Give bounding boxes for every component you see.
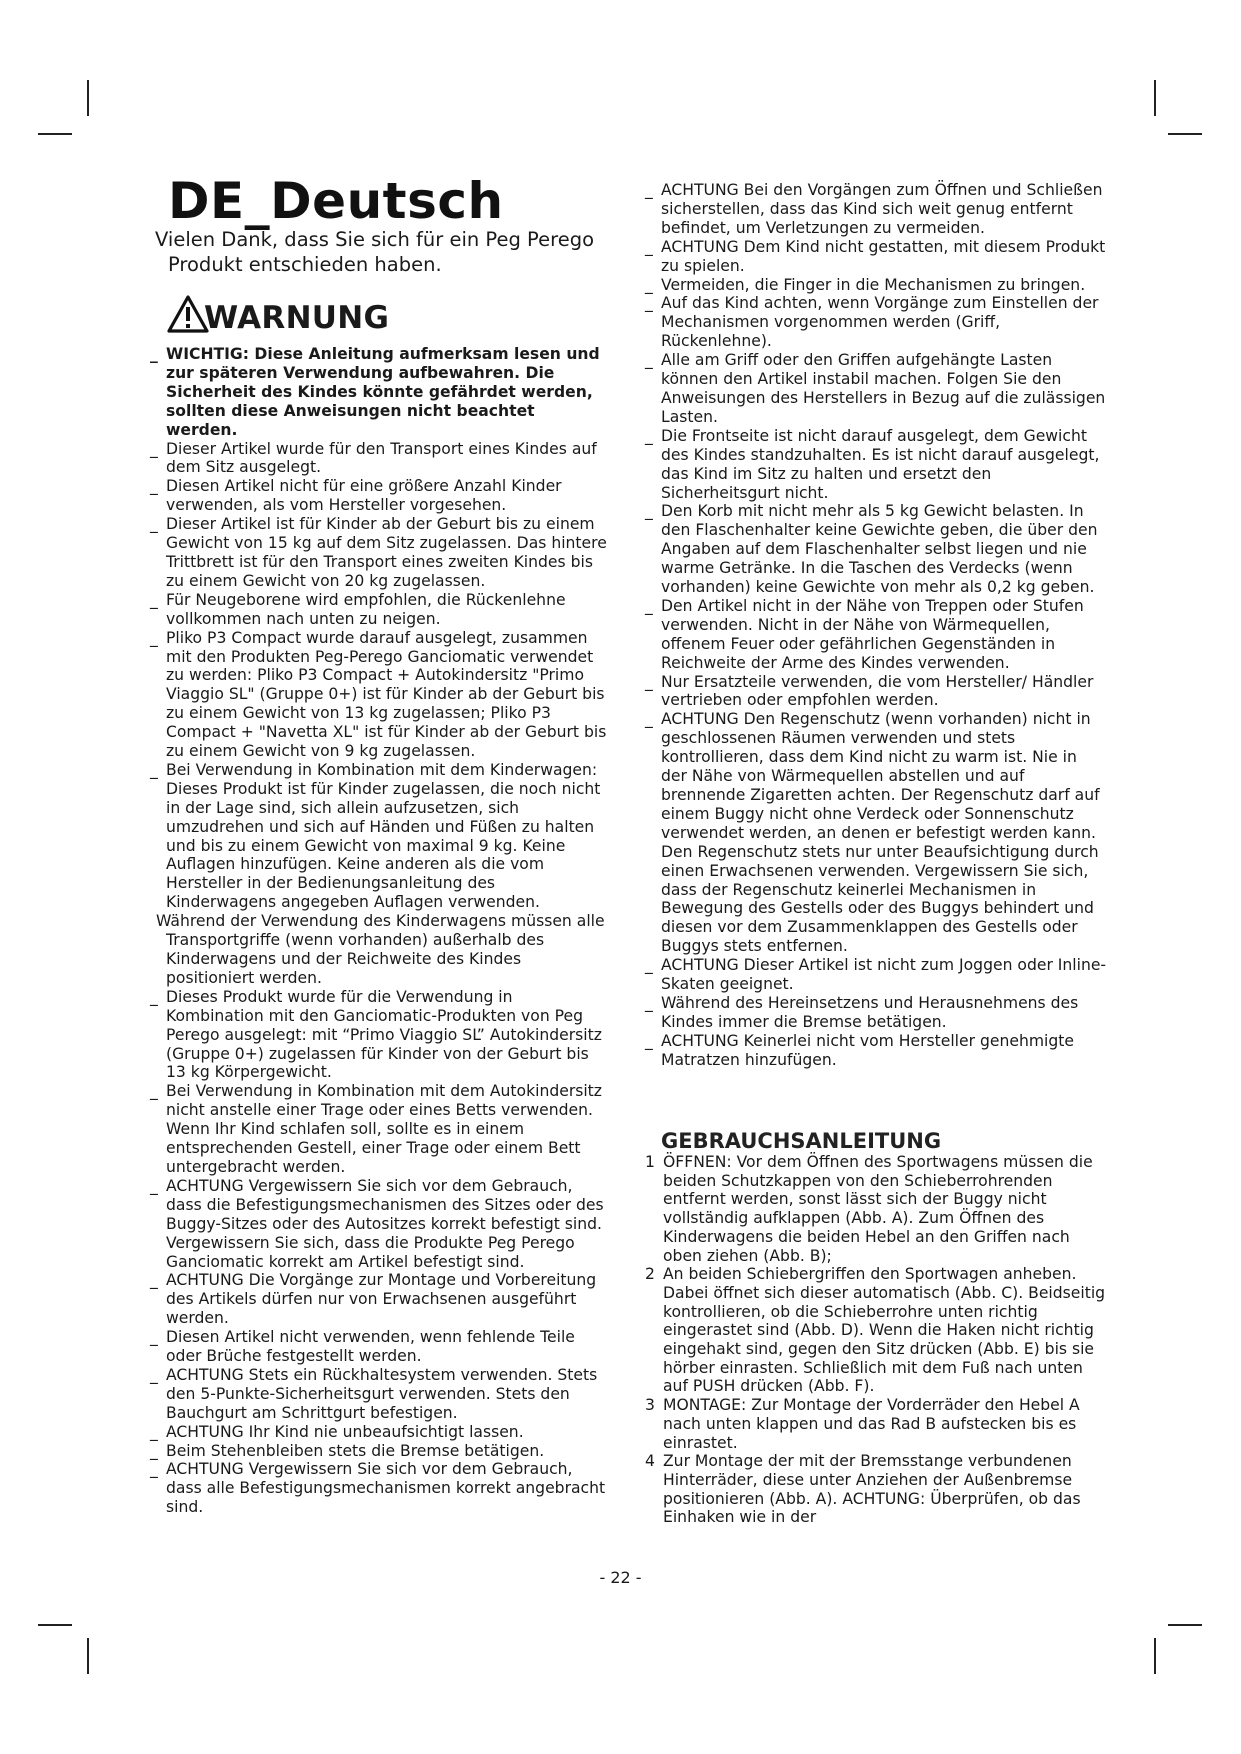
list-item: _ ACHTUNG Ihr Kind nie unbeaufsichtigt lassen. bbox=[150, 1423, 608, 1442]
list-item: _ Beim Stehenbleiben stets die Bremse betätigen. bbox=[150, 1442, 608, 1461]
intro-text: Vielen Dank, dass Sie sich für ein Peg Perego Produkt entschieden haben. bbox=[155, 228, 595, 276]
list-item: _ ACHTUNG Dieser Artikel ist nicht zum Joggen oder Inline-Skaten geeignet. bbox=[645, 956, 1107, 994]
crop-mark-top-right-h bbox=[1168, 133, 1202, 135]
list-item: _ Dieses Produkt wurde für die Verwendung in Kombination mit den Ganciomatic-Produkten von Peg Perego ausgelegt: mit “Primo Viaggio SL” Autokindersitz (Gruppe 0+) zugelassen für Kinder von der Geburt bis 13 kg Körpergewicht. bbox=[150, 988, 608, 1083]
crop-mark-top-left-v bbox=[87, 80, 89, 116]
step-item bbox=[645, 1265, 1107, 1396]
list-item: _ ACHTUNG Die Vorgänge zur Montage und Vorbereitung des Artikels dürfen nur von Erwachsenen ausgeführt werden. bbox=[150, 1271, 608, 1328]
instruction-steps bbox=[645, 1153, 1107, 1527]
list-item: _ Vermeiden, die Finger in die Mechanismen zu bringen. bbox=[645, 276, 1107, 295]
step-text: An beiden Schiebergriffen den Sportwagen anheben. Dabei öffnet sich dieser automatisch (Abb. C). Beidseitig kontrollieren, ob die Schieberrohre unten richtig eingerastet sind (Abb. D). Wenn die Haken nicht richtig eingehakt sind, gegen den Sitz drücken (Abb. E) bis sie hörber einrasten. Schließlich mit dem Fuß nach unten auf PUSH drücken (Abb. F). bbox=[663, 1265, 1106, 1396]
list-item: Während der Verwendung des Kinderwagens müssen alle Transportgriffe (wenn vorhanden) außerhalb des Kinderwagens und der Reichweite des Kindes positioniert werden. bbox=[156, 912, 605, 987]
list-item: _ Für Neugeborene wird empfohlen, die Rückenlehne vollkommen nach unten zu neigen. bbox=[150, 591, 608, 629]
list-item: _ ACHTUNG Dem Kind nicht gestatten, mit diesem Produkt zu spielen. bbox=[645, 238, 1107, 276]
list-item: _ Dieser Artikel wurde für den Transport eines Kindes auf dem Sitz ausgelegt. bbox=[150, 440, 608, 478]
warning-list-continued bbox=[645, 181, 1107, 1070]
step-number: 1 bbox=[645, 1153, 655, 1171]
crop-mark-bottom-right-v bbox=[1154, 1638, 1156, 1674]
warning-heading: WARNUNG bbox=[204, 300, 390, 336]
crop-mark-bottom-left-v bbox=[87, 1638, 89, 1674]
step-number: 4 bbox=[645, 1452, 655, 1471]
list-item: _ Den Korb mit nicht mehr als 5 kg Gewicht belasten. In den Flaschenhalter keine Gewichte geben, die über den Angaben auf dem Flaschenhalter selbst liegen und nie warme Getränke. In die Taschen des Verdecks (wenn vorhanden) keine Gewichte von mehr als 0,2 kg geben. bbox=[645, 502, 1107, 597]
list-item: _ ACHTUNG Vergewissern Sie sich vor dem Gebrauch, dass alle Befestigungsmechanismen korrekt angebracht sind. bbox=[150, 1460, 608, 1517]
list-item: _ Nur Ersatzteile verwenden, die vom Hersteller/ Händler vertrieben oder empfohlen werden. bbox=[645, 673, 1107, 711]
list-item: _ ACHTUNG Vergewissern Sie sich vor dem Gebrauch, dass die Befestigungsmechanismen des Sitzes oder des Buggy-Sitzes oder des Autositzes korrekt befestigt sind. Vergewissern Sie sich, dass die Produkte Peg Perego Ganciomatic korrekt am Artikel befestigt sind. bbox=[150, 1177, 608, 1272]
list-item: _ Die Frontseite ist nicht darauf ausgelegt, dem Gewicht des Kindes standzuhalten. Es ist nicht darauf ausgelegt, das Kind im Sitz zu halten und ersetzt den Sicherheitsgurt nicht. bbox=[645, 427, 1107, 503]
step-item bbox=[645, 1452, 1107, 1527]
list-item: _ Diesen Artikel nicht für eine größere Anzahl Kinder verwenden, als vom Hersteller vorgesehen. bbox=[150, 477, 608, 515]
list-item: _ Dieser Artikel ist für Kinder ab der Geburt bis zu einem Gewicht von 15 kg auf dem Sitz zugelassen. Das hintere Trittbrett ist für den Transport eines zweiten Kindes bis zu einem Gewicht von 20 kg zugelassen. bbox=[150, 515, 608, 591]
warning-header bbox=[166, 294, 389, 334]
list-item: _ ACHTUNG Keinerlei nicht vom Hersteller genehmigte Matratzen hinzufügen. bbox=[645, 1032, 1107, 1070]
page-title: DE_Deutsch bbox=[168, 172, 504, 230]
step-item bbox=[645, 1396, 1107, 1452]
list-item: _ ACHTUNG Bei den Vorgängen zum Öffnen und Schließen sicherstellen, dass das Kind sich weit genug entfernt befindet, um Verletzungen zu vermeiden. bbox=[645, 181, 1107, 238]
step-item bbox=[645, 1153, 1107, 1265]
warning-list bbox=[150, 345, 608, 1517]
page-number: - 22 - bbox=[599, 1568, 642, 1587]
list-item: _ Alle am Griff oder den Griffen aufgehängte Lasten können den Artikel instabil machen. Folgen Sie den Anweisungen des Herstellers in Bezug auf die zulässigen Lasten. bbox=[645, 351, 1107, 427]
step-text: MONTAGE: Zur Montage der Vorderräder den Hebel A nach unten klappen und das Rad B aufstecken bis es einrastet. bbox=[663, 1396, 1080, 1452]
list-item: _ ACHTUNG Den Regenschutz (wenn vorhanden) nicht in geschlossenen Räumen verwenden und stets kontrollieren, dass dem Kind nicht zu warm ist. Nie in der Nähe von Wärmequellen abstellen und auf brennende Zigaretten achten. Der Regenschutz darf auf einem Buggy nicht ohne Verdeck oder Sonnenschutz verwendet werden, an denen er befestigt werden kann. Den Regenschutz stets nur unter Beaufsichtigung durch einen Erwachsenen verwenden. Vergewissern Sie sich, dass der Regenschutz keinerlei Mechanismen in Bewegung des Gestells oder des Buggys behindert und diesen vor dem Zusammenklappen des Gestells oder Buggys stets entfernen. bbox=[645, 710, 1107, 956]
list-item: Wenn Ihr Kind schlafen soll, sollte es in einem entsprechenden Gestell, einer Trage oder einem Bett untergebracht werden. bbox=[166, 1120, 581, 1176]
list-item: _ WICHTIG: Diese Anleitung aufmerksam lesen und zur späteren Verwendung aufbewahren. Die Sicherheit des Kindes könnte gefährdet werden, sollten diese Anweisungen nicht beachtet werden. bbox=[150, 345, 608, 440]
crop-mark-top-left-h bbox=[38, 133, 72, 135]
list-item: _ Auf das Kind achten, wenn Vorgänge zum Einstellen der Mechanismen vorgenommen werden (Griff, Rückenlehne). bbox=[645, 294, 1107, 351]
step-number: 2 bbox=[645, 1265, 655, 1284]
list-item: _ Während des Hereinsetzens und Herausnehmens des Kindes immer die Bremse betätigen. bbox=[645, 994, 1107, 1032]
list-item: _ ACHTUNG Stets ein Rückhaltesystem verwenden. Stets den 5-Punkte-Sicherheitsgurt verwenden. Stets den Bauchgurt am Schrittgurt befestigen. bbox=[150, 1366, 608, 1423]
step-number: 3 bbox=[645, 1396, 655, 1415]
crop-mark-top-right-v bbox=[1154, 80, 1156, 116]
list-item: _ Bei Verwendung in Kombination mit dem Kinderwagen: Dieses Produkt ist für Kinder zugelassen, die noch nicht in der Lage sind, sich allein aufzusetzen, sich umzudrehen und sich auf Händen und Füßen zu halten und bis zu einem Gewicht von maximal 9 kg. Keine Auflagen hinzufügen. Keine anderen als die vom Hersteller in der Bedienungsanleitung des Kinderwagens angegeben Auflagen verwenden. bbox=[150, 761, 608, 912]
list-item: _ Pliko P3 Compact wurde darauf ausgelegt, zusammen mit den Produkten Peg-Perego Ganciomatic verwendet zu werden: Pliko P3 Compact + Autokindersitz "Primo Viaggio SL" (Gruppe 0+) ist für Kinder ab der Geburt bis zu einem Gewicht von 13 kg zugelassen; Pliko P3 Compact + "Navetta XL" ist für Kinder ab der Geburt bis zu einem Gewicht von 9 kg zugelassen. bbox=[150, 629, 608, 761]
crop-mark-bottom-right-h bbox=[1168, 1624, 1202, 1626]
crop-mark-bottom-left-h bbox=[38, 1624, 72, 1626]
list-item: _ Diesen Artikel nicht verwenden, wenn fehlende Teile oder Brüche festgestellt werden. bbox=[150, 1328, 608, 1366]
step-text: ÖFFNEN: Vor dem Öffnen des Sportwagens müssen die beiden Schutzkappen von den Schieberrohrenden entfernt werden, sonst lässt sich der Buggy nicht vollständig aufklappen (Abb. A). Zum Öffnen des Kinderwagens die beiden Hebel an den Griffen nach oben ziehen (Abb. B); bbox=[663, 1153, 1093, 1265]
list-item: _ Bei Verwendung in Kombination mit dem Autokindersitz nicht anstelle einer Trage oder eines Betts verwenden. bbox=[150, 1082, 608, 1120]
list-item: _ Den Artikel nicht in der Nähe von Treppen oder Stufen verwenden. Nicht in der Nähe von Wärmequellen, offenem Feuer oder gefährlichen Gegenständen in Reichweite der Arme des Kindes verwenden. bbox=[645, 597, 1107, 673]
section-heading: GEBRAUCHSANLEITUNG bbox=[661, 1129, 942, 1153]
step-text: Zur Montage der mit der Bremsstange verbundenen Hinterräder, diese unter Anziehen der Außenbremse positionieren (Abb. A). ACHTUNG: Überprüfen, ob das Einhaken wie in der bbox=[663, 1452, 1081, 1527]
